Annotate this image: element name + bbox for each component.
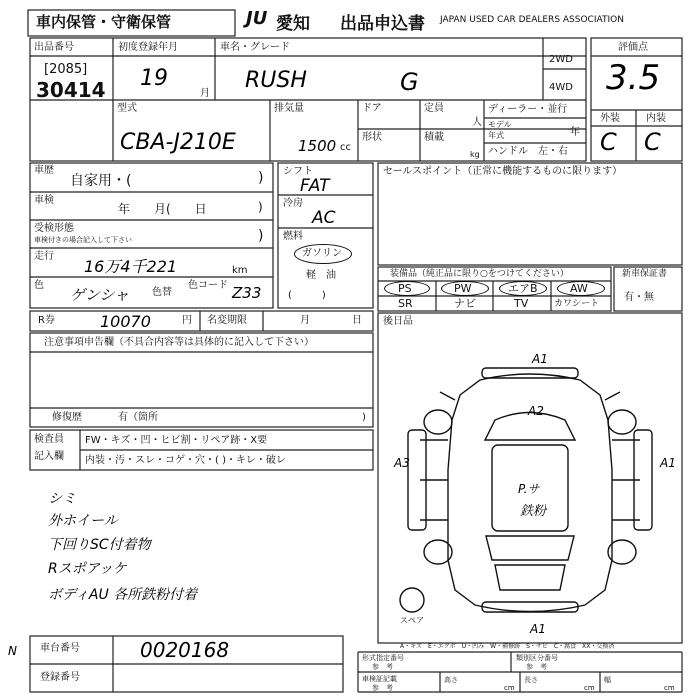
category-label: 類別区分番号	[516, 654, 558, 662]
chassis-label: 車台番号	[40, 643, 80, 654]
shape-label: 形状	[362, 132, 382, 143]
fuel-value: ガソリン	[302, 248, 342, 259]
option-aw: AW	[570, 282, 588, 295]
door-label: ドア	[362, 103, 382, 114]
mileage-value: 16万4千221	[84, 257, 178, 276]
car-history-label: 車歴	[34, 165, 54, 176]
rating-label: 評価点	[618, 42, 648, 53]
mileage-label: 走行	[34, 251, 54, 262]
dealer-label: ディーラー・並行	[488, 104, 568, 115]
reg-label: 登録番号	[40, 672, 80, 683]
inspector-label2: 記入欄	[34, 451, 64, 462]
length-label: 長さ	[524, 676, 538, 684]
options-label: 装備品（純正品に限り○をつけてください）	[390, 269, 569, 279]
height-cm: cm	[504, 684, 515, 692]
drive-4wd: 4WD	[549, 82, 573, 93]
storage-label: 車内保管・守衛保管	[36, 13, 172, 31]
recycle-value: 10070	[100, 312, 151, 331]
capacity-label: 定員	[424, 103, 444, 114]
displacement-label: 排気量	[274, 103, 304, 114]
ac-value: AC	[312, 208, 336, 228]
diesel-label: 軽 油	[306, 270, 336, 281]
lot-label: 出品番号	[34, 42, 74, 53]
ac-label: 冷房	[283, 198, 303, 209]
inspector-int-line: 内装・汚・スレ・コゲ・穴・( )・キレ・破レ	[85, 455, 286, 466]
recycle-label: R券	[38, 315, 55, 326]
diagram-mark-front: A1	[532, 352, 548, 366]
height-label: 高さ	[444, 676, 458, 684]
cc-unit: cc	[340, 142, 351, 153]
inspector-label1: 検査員	[34, 434, 64, 445]
color-code-label: 色コード	[188, 280, 228, 291]
color-value: ゲンシャ	[70, 286, 130, 304]
person-unit: 人	[472, 117, 482, 128]
type-value: CBA-J210E	[120, 130, 236, 155]
mid-paren: ( )	[288, 290, 326, 301]
repair-value: 有（箇所	[118, 412, 158, 423]
inspection-close: )	[258, 200, 263, 214]
reference-label: 参 考	[372, 663, 393, 671]
rating-int-value: C	[644, 128, 661, 156]
name-change-day: 日	[352, 315, 362, 326]
drive-2wd: 2WD	[549, 54, 573, 65]
rating-ext-value: C	[600, 128, 617, 156]
margin-mark: N	[8, 644, 17, 658]
model-year-label: モデル	[488, 120, 512, 129]
yen-unit: 円	[182, 315, 192, 326]
load-label: 積載	[424, 132, 444, 143]
shift-label: シフト	[283, 166, 313, 177]
size-label: 車検証記載	[362, 675, 397, 683]
inspection-value: 年 月( 日	[118, 202, 207, 216]
shift-value: FAT	[300, 176, 330, 196]
registration-year: 19	[140, 66, 168, 91]
model-grade: G	[400, 68, 419, 96]
rating-ext-label: 外装	[600, 113, 620, 124]
fuel-label: 燃料	[283, 231, 303, 242]
diagram-note-1: P.サ	[518, 482, 540, 496]
name-change-month: 月	[300, 315, 310, 326]
diagram-mark-rear: A1	[530, 622, 546, 636]
inspection-label: 車検	[34, 195, 54, 206]
option-tv: TV	[514, 297, 529, 310]
notes-label: 注意事項申告欄（不具合内容等は具体的に記入して下さい）	[44, 337, 314, 348]
option-pw: PW	[454, 282, 472, 295]
model-name: RUSH	[245, 68, 307, 93]
registration-label: 初度登録年月	[118, 42, 178, 53]
handwritten-note-2: 外ホイール	[48, 513, 118, 529]
rating-int-label: 内装	[646, 113, 666, 124]
handle-label: ハンドル 左・右	[488, 146, 568, 157]
certified-close: )	[258, 228, 264, 244]
english-title: JAPAN USED CAR DEALERS ASSOCIATION	[440, 15, 624, 25]
handwritten-note-1: シミ	[48, 491, 76, 507]
handwritten-note-3: 下回りSC付着物	[48, 537, 151, 553]
car-history-close: )	[258, 170, 264, 186]
repair-close: )	[362, 412, 366, 423]
reference-label3: 参 考	[372, 684, 393, 692]
later-label: 後日品	[383, 316, 413, 327]
certified-label: 受検形態	[34, 223, 74, 234]
certified-note: 車検付きの場合記入して下さい	[34, 236, 132, 244]
lot-number: 30414	[36, 78, 106, 102]
kg-unit: kg	[470, 150, 480, 159]
registration-month-unit: 月	[200, 88, 210, 99]
year-unit: 年	[570, 127, 580, 138]
repaint-label: 色替	[152, 287, 172, 298]
option-sr: SR	[398, 297, 413, 310]
diagram-legend: A・キズ E・エクボ U・凹み W・補修跡 S・サビ C・腐食 XX・交換済	[400, 643, 615, 650]
name-change-label: 名変期限	[207, 315, 247, 326]
model-year-label2: 年式	[488, 131, 504, 140]
warranty-value: 有・無	[624, 292, 654, 303]
spare-label: スペア	[400, 616, 424, 625]
diagram-note-2: 鉄粉	[520, 504, 547, 519]
warranty-label: 新車保証書	[622, 269, 668, 279]
lot-sub-number: [2085]	[44, 62, 88, 77]
repair-label: 修復歴	[52, 412, 82, 423]
option-leather: カワシート	[554, 299, 600, 309]
width-cm: cm	[664, 684, 675, 692]
handwritten-note-5: ボディAU 各所鉄粉付着	[48, 587, 198, 603]
diagram-mark-right: A1	[660, 456, 676, 470]
chassis-value: 0020168	[140, 638, 230, 662]
ju-logo-icon: JU	[246, 8, 268, 29]
length-cm: cm	[584, 684, 595, 692]
rating-score: 3.5	[606, 58, 661, 98]
option-navi: ナビ	[454, 297, 476, 310]
inspector-fw-line: FW・キズ・凹・ヒビ割・リペア跡・X要	[85, 435, 268, 446]
width-label: 幅	[604, 676, 611, 684]
option-airbag: エアB	[508, 282, 538, 295]
color-label: 色	[34, 280, 44, 291]
doc-title: 出品申込書	[340, 14, 425, 34]
reference-label2: 参 考	[526, 663, 547, 671]
handwritten-note-4: Rスポアッケ	[48, 561, 127, 577]
km-unit: km	[232, 265, 248, 276]
org-name: 愛知	[276, 14, 310, 34]
option-ps: PS	[398, 282, 412, 295]
model-label: 車名・グレード	[220, 42, 290, 53]
sales-point-label: セールスポイント（正常に機能するものに限ります）	[383, 166, 623, 177]
diagram-mark-left: A3	[394, 456, 410, 470]
color-code-value: Z33	[232, 284, 262, 302]
displacement-value: 1500	[298, 137, 337, 155]
type-label: 型式	[117, 103, 137, 114]
designation-label: 形式指定番号	[362, 654, 404, 662]
diagram-mark-hood: A2	[528, 404, 544, 418]
car-history-value: 自家用・(	[70, 173, 132, 189]
